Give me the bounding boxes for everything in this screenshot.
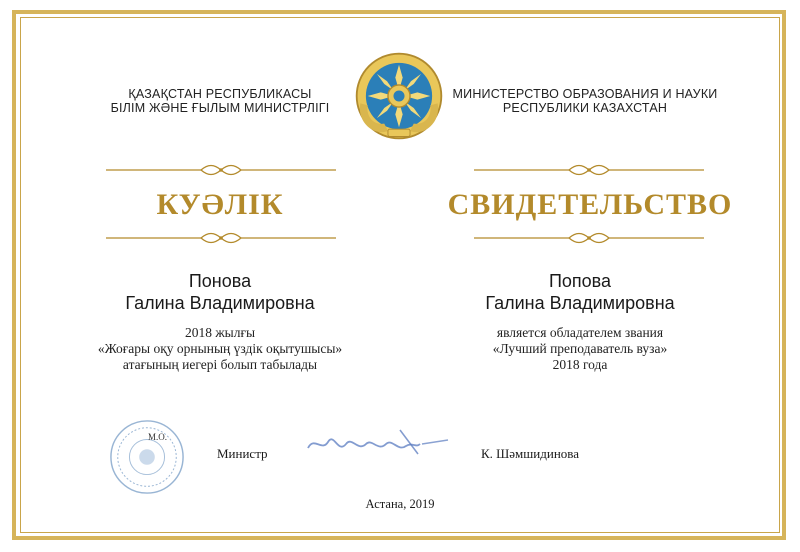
official-stamp-icon: [108, 418, 186, 496]
award-line: атағының иегері болып табылады: [122, 357, 318, 372]
award-line: 2018 года: [552, 357, 608, 372]
state-emblem-icon: [353, 50, 445, 142]
recipient-surname: Попова: [548, 271, 612, 291]
award-line: «Жоғары оқу орнының үздік оқытушысы»: [97, 341, 343, 356]
award-line: 2018 жылғы: [184, 325, 256, 340]
recipient-name-russian: [450, 270, 710, 314]
issuer-kazakh-line2: БІЛІМ ЖӘНЕ ҒЫЛЫМ МИНИСТРЛІГІ: [110, 101, 330, 115]
recipient-name-kazakh: [90, 270, 350, 314]
signer-name: К. Шәмшидинова: [481, 446, 580, 461]
issuer-kazakh: [100, 87, 340, 115]
place-and-date: Астана, 2019: [365, 497, 435, 511]
issuer-russian-line2: РЕСПУБЛИКИ КАЗАХСТАН: [502, 101, 668, 115]
minister-label: Министр: [217, 446, 268, 461]
gold-ornament-divider: [106, 232, 336, 244]
gold-ornament-divider: [106, 164, 336, 176]
recipient-given-names: Галина Владимировна: [485, 293, 675, 313]
certificate-title-russian: СВИДЕТЕЛЬСТВО: [447, 188, 733, 221]
gold-ornament-divider: [474, 232, 704, 244]
signature-icon: [300, 418, 460, 468]
award-description-russian: [440, 325, 720, 373]
gold-ornament-divider: [474, 164, 704, 176]
issuer-kazakh-line1: ҚАЗАҚСТАН РЕСПУБЛИКАСЫ: [128, 87, 312, 101]
certificate-title-kazakh: КУӘЛІК: [156, 188, 284, 221]
award-description-kazakh: [70, 325, 370, 373]
recipient-surname: Понова: [188, 271, 252, 291]
seal-place-label: М.О.: [148, 432, 168, 442]
recipient-given-names: Галина Владимировна: [125, 293, 315, 313]
award-line: является обладателем звания: [496, 325, 664, 340]
award-line: «Лучший преподаватель вуза»: [492, 341, 668, 356]
issuer-russian-line1: МИНИСТЕРСТВО ОБРАЗОВАНИЯ И НАУКИ: [452, 87, 718, 101]
issuer-russian: [440, 87, 730, 115]
